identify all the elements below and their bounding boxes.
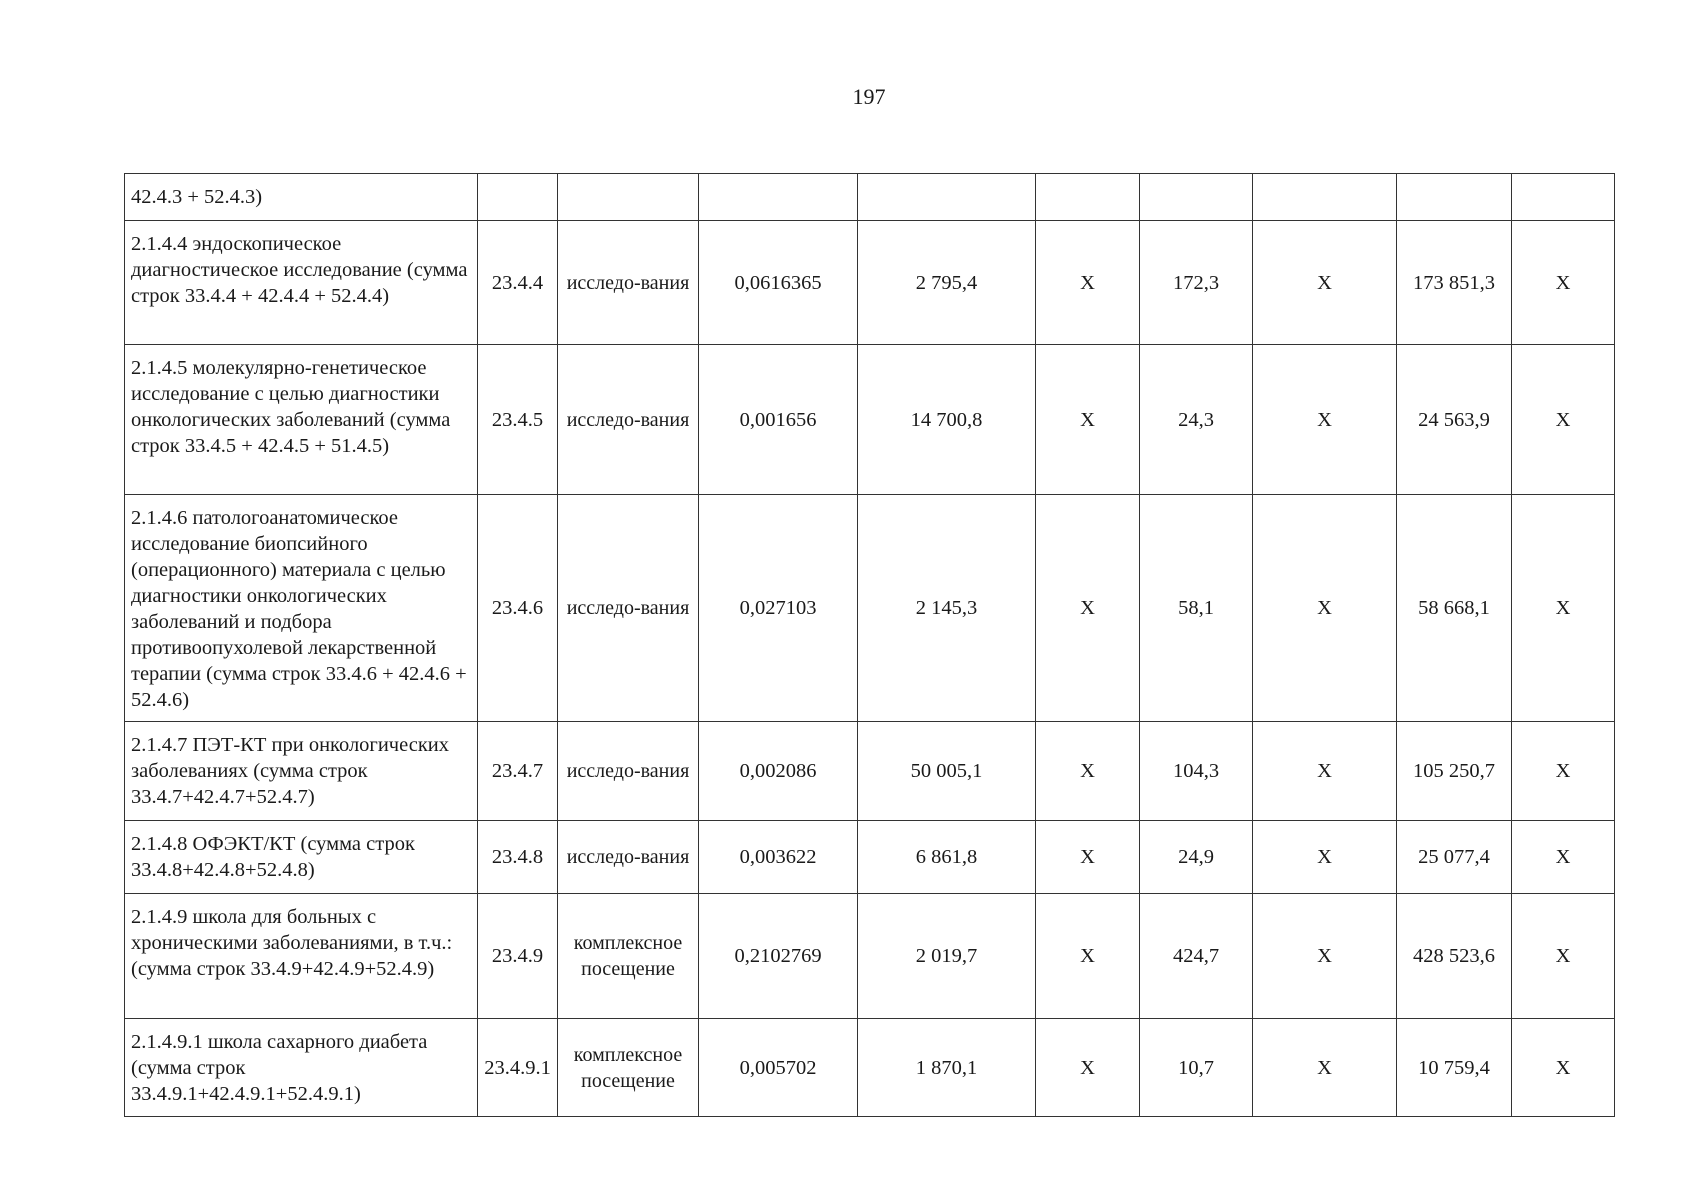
table-row [125,1019,1615,1117]
row-col5-cell: Х [1512,1019,1615,1117]
row-col3-cell [1253,174,1397,221]
table-row [125,722,1615,821]
row-col2-cell: 24,3 [1140,345,1253,495]
table-row [125,174,1615,221]
row-col1-cell: Х [1036,894,1140,1019]
row-norm-cell: 0,001656 [699,345,858,495]
row-name-cell: 2.1.4.6 патологоанатомическое исследование биопсийного (операционного) материала с целью диагностики онкологических заболеваний и подбора противоопухолевой лекарственной терапии (сумма строк 33.4.6 + 42.4.6 + 52.4.6) [125,495,478,722]
row-unit-cell: исследо-вания [558,495,699,722]
row-col3-cell: Х [1253,345,1397,495]
row-name-cell: 2.1.4.5 молекулярно-генетическое исследование с целью диагностики онкологических заболеваний (сумма строк 33.4.5 + 42.4.5 + 51.4.5) [125,345,478,495]
row-col5-cell: Х [1512,345,1615,495]
table-row [125,345,1615,495]
row-col4-cell: 105 250,7 [1397,722,1512,821]
row-norm-cell: 0,2102769 [699,894,858,1019]
row-norm-cell: 0,002086 [699,722,858,821]
row-col1-cell: Х [1036,345,1140,495]
row-col2-cell: 424,7 [1140,894,1253,1019]
row-col4-cell: 24 563,9 [1397,345,1512,495]
row-col2-cell: 10,7 [1140,1019,1253,1117]
row-code-cell: 23.4.9 [478,894,558,1019]
row-cost-cell: 2 795,4 [858,221,1036,345]
row-code-cell: 23.4.6 [478,495,558,722]
row-name-cell: 2.1.4.7 ПЭТ-КТ при онкологических заболеваниях (сумма строк 33.4.7+42.4.7+52.4.7) [125,722,478,821]
row-col1-cell [1036,174,1140,221]
row-norm-cell: 0,027103 [699,495,858,722]
row-col5-cell: Х [1512,722,1615,821]
row-name-cell: 2.1.4.4 эндоскопическое диагностическое исследование (сумма строк 33.4.4 + 42.4.4 + 52.4.4) [125,221,478,345]
data-table [124,173,1615,1117]
row-col2-cell [1140,174,1253,221]
page-number: 197 [852,84,886,109]
row-col2-cell: 24,9 [1140,821,1253,894]
row-cost-cell: 2 145,3 [858,495,1036,722]
row-col3-cell: Х [1253,821,1397,894]
row-cost-cell: 14 700,8 [858,345,1036,495]
row-name-cell: 2.1.4.9.1 школа сахарного диабета (сумма строк 33.4.9.1+42.4.9.1+52.4.9.1) [125,1019,478,1117]
row-col2-cell: 104,3 [1140,722,1253,821]
table-row [125,894,1615,1019]
row-code-cell: 23.4.5 [478,345,558,495]
row-norm-cell: 0,003622 [699,821,858,894]
row-col1-cell: Х [1036,1019,1140,1117]
row-cost-cell: 1 870,1 [858,1019,1036,1117]
row-unit-cell: исследо-вания [558,221,699,345]
row-col2-cell: 58,1 [1140,495,1253,722]
row-norm-cell: 0,005702 [699,1019,858,1117]
row-code-cell: 23.4.7 [478,722,558,821]
row-name-cell: 42.4.3 + 52.4.3) [125,174,478,221]
row-col5-cell: Х [1512,221,1615,345]
row-name-cell: 2.1.4.8 ОФЭКТ/КТ (сумма строк 33.4.8+42.4.8+52.4.8) [125,821,478,894]
table-row [125,221,1615,345]
row-col2-cell: 172,3 [1140,221,1253,345]
row-cost-cell: 6 861,8 [858,821,1036,894]
row-col4-cell: 10 759,4 [1397,1019,1512,1117]
row-code-cell [478,174,558,221]
row-norm-cell [699,174,858,221]
row-name-cell: 2.1.4.9 школа для больных с хроническими заболеваниями, в т.ч.: (сумма строк 33.4.9+42.4.9+52.4.9) [125,894,478,1019]
row-unit-cell [558,174,699,221]
row-unit-cell: исследо-вания [558,722,699,821]
row-col4-cell [1397,174,1512,221]
row-col3-cell: Х [1253,894,1397,1019]
row-col3-cell: Х [1253,1019,1397,1117]
row-col3-cell: Х [1253,722,1397,821]
table-row [125,821,1615,894]
row-unit-cell: исследо-вания [558,345,699,495]
row-col3-cell: Х [1253,495,1397,722]
row-col5-cell: Х [1512,495,1615,722]
row-col4-cell: 25 077,4 [1397,821,1512,894]
row-unit-cell: комплексное посещение [558,1019,699,1117]
row-cost-cell: 50 005,1 [858,722,1036,821]
row-col4-cell: 58 668,1 [1397,495,1512,722]
table-row [125,495,1615,722]
row-col5-cell: Х [1512,821,1615,894]
row-col5-cell [1512,174,1615,221]
row-code-cell: 23.4.4 [478,221,558,345]
row-col1-cell: Х [1036,821,1140,894]
row-unit-cell: комплексное посещение [558,894,699,1019]
row-cost-cell [858,174,1036,221]
row-norm-cell: 0,0616365 [699,221,858,345]
row-col5-cell: Х [1512,894,1615,1019]
row-col4-cell: 173 851,3 [1397,221,1512,345]
row-col1-cell: Х [1036,221,1140,345]
row-col1-cell: Х [1036,722,1140,821]
row-cost-cell: 2 019,7 [858,894,1036,1019]
row-unit-cell: исследо-вания [558,821,699,894]
row-col3-cell: Х [1253,221,1397,345]
row-col1-cell: Х [1036,495,1140,722]
row-col4-cell: 428 523,6 [1397,894,1512,1019]
row-code-cell: 23.4.9.1 [478,1019,558,1117]
row-code-cell: 23.4.8 [478,821,558,894]
